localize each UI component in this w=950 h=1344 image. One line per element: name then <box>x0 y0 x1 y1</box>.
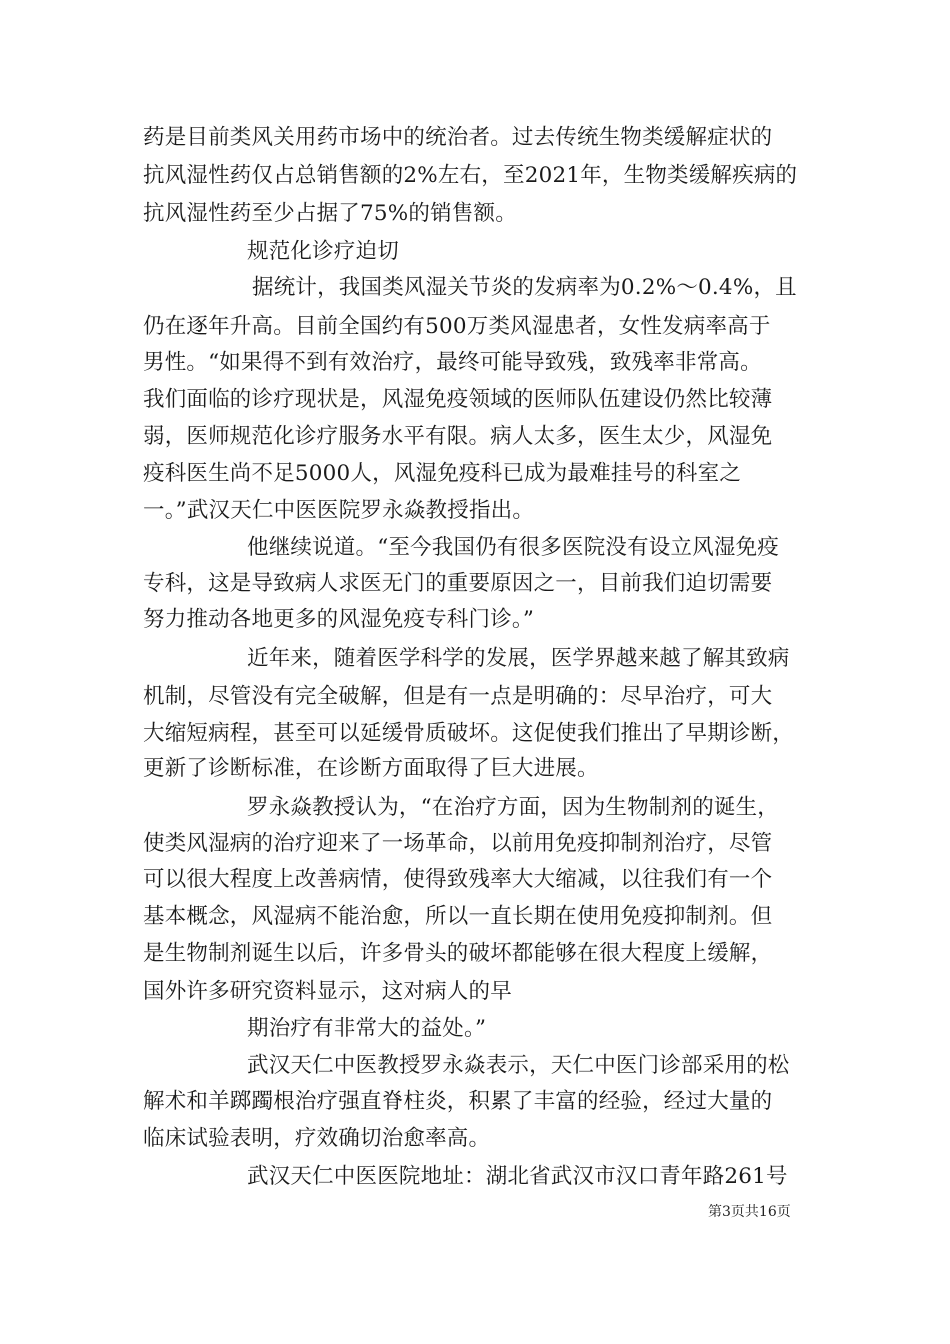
body-text-line: 期治疗有非常大的益处。” <box>247 1016 487 1041</box>
body-text-line: 解术和羊踯躅根治疗强直脊柱炎，积累了丰富的经验，经过大量的 <box>143 1089 773 1114</box>
body-text-line: 使类风湿病的治疗迎来了一场革命，以前用免疫抑制剂治疗，尽管 <box>143 831 773 856</box>
body-text-line: 机制，尽管没有完全破解，但是有一点是明确的：尽早治疗，可大 <box>143 684 773 709</box>
body-text-line: 罗永焱教授认为，“在治疗方面，因为生物制剂的诞生， <box>247 795 779 820</box>
body-text-line: 疫科医生尚不足5000人，风湿免疫科已成为最难挂号的科室之 <box>143 461 742 486</box>
body-text-line: 武汉天仁中医医院地址：湖北省武汉市汉口青年路261号 <box>247 1164 788 1189</box>
body-text-line: 我们面临的诊疗现状是，风湿免疫领域的医师队伍建设仍然比较薄 <box>143 387 773 412</box>
body-text-line: 据统计，我国类风湿关节炎的发病率为0.2%～0.4%，且 <box>252 275 797 300</box>
body-text-line: 弱，医师规范化诊疗服务水平有限。病人太多，医生太少，风湿免 <box>143 424 773 449</box>
body-text-line: 抗风湿性药至少占据了75%的销售额。 <box>143 201 517 226</box>
body-text-line: 努力推动各地更多的风湿免疫专科门诊。” <box>143 607 535 632</box>
body-text-line: 专科，这是导致病人求医无门的重要原因之一，目前我们迫切需要 <box>143 571 773 596</box>
body-text-line: 基本概念，风湿病不能治愈，所以一直长期在使用免疫抑制剂。但 <box>143 904 773 929</box>
body-text-line: 武汉天仁中医教授罗永焱表示，天仁中医门诊部采用的松 <box>247 1053 790 1078</box>
body-text-line: 抗风湿性药仅占总销售额的2%左右，至2021年，生物类缓解疾病的 <box>143 163 798 188</box>
body-text-line: 大缩短病程，甚至可以延缓骨质破坏。这促使我们推出了早期诊断， <box>143 721 795 746</box>
body-text-line: 他继续说道。“至今我国仍有很多医院没有设立风湿免疫 <box>247 535 779 560</box>
body-text-line: 临床试验表明，疗效确切治愈率高。 <box>143 1126 491 1151</box>
section-heading: 规范化诊疗迫切 <box>247 239 399 264</box>
page-number-footer: 第3页共16页 <box>708 1204 791 1220</box>
body-text-line: 近年来，随着医学科学的发展，医学界越来越了解其致病 <box>247 646 790 671</box>
body-text-line: 男性。“如果得不到有效治疗，最终可能导致残，致残率非常高。 <box>143 350 762 375</box>
body-text-line: 更新了诊断标准，在诊断方面取得了巨大进展。 <box>143 756 599 781</box>
body-text-line: 一。”武汉天仁中医医院罗永焱教授指出。 <box>143 498 535 523</box>
body-text-line: 国外许多研究资料显示，这对病人的早 <box>143 979 512 1004</box>
body-text-line: 可以很大程度上改善病情，使得致残率大大缩减，以往我们有一个 <box>143 867 773 892</box>
body-text-line: 药是目前类风关用药市场中的统治者。过去传统生物类缓解症状的 <box>143 125 773 150</box>
body-text-line: 是生物制剂诞生以后，许多骨头的破坏都能够在很大程度上缓解， <box>143 941 773 966</box>
body-text-line: 仍在逐年升高。目前全国约有500万类风湿患者，女性发病率高于 <box>143 314 771 339</box>
